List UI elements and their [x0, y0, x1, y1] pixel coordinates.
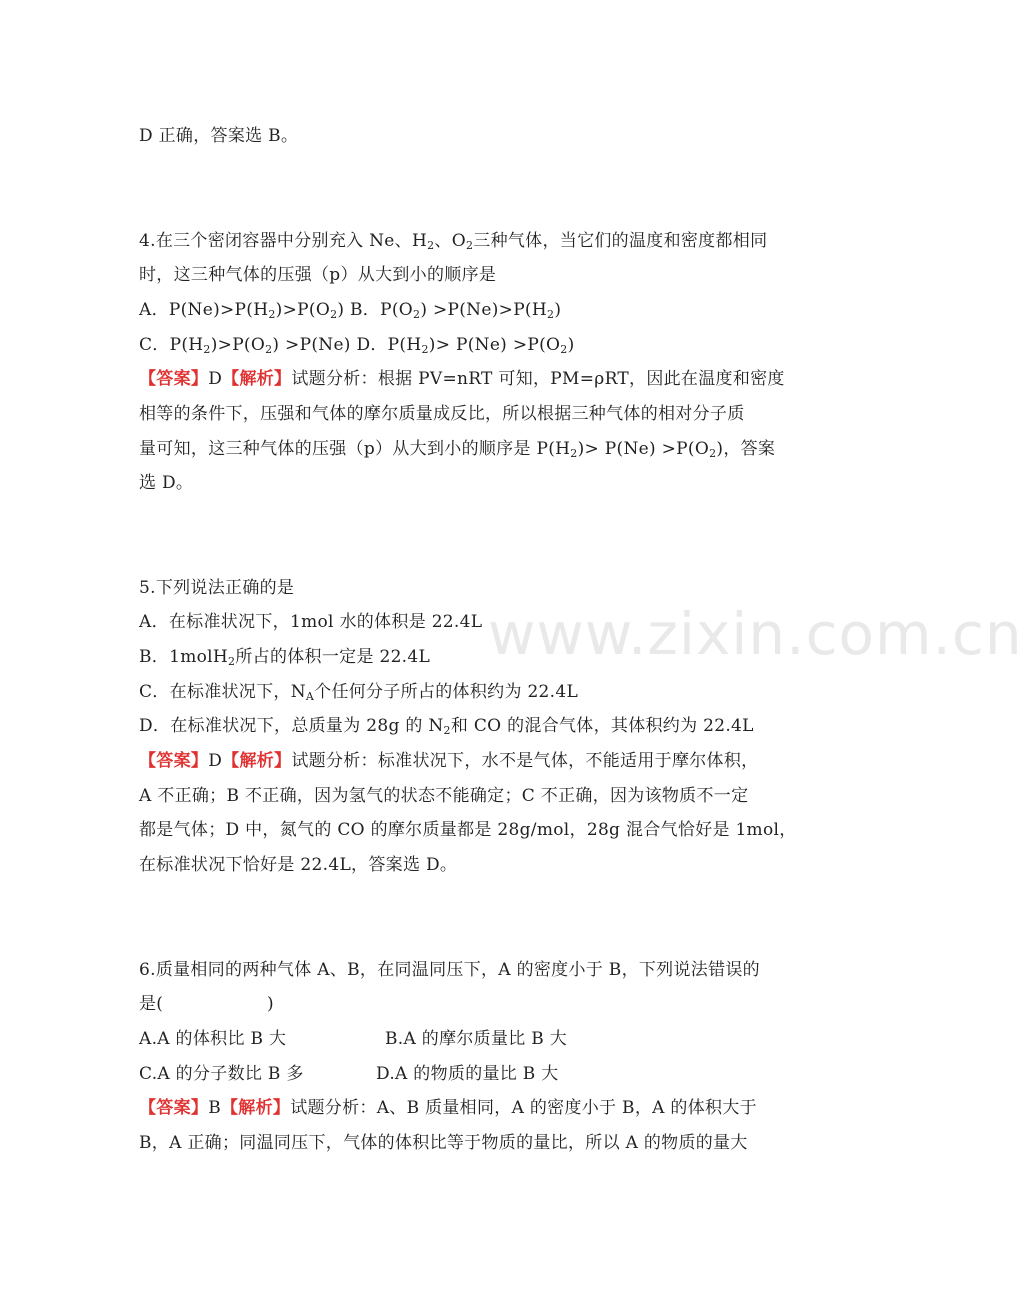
- q4-analysis-line-4: 选 D。: [139, 473, 194, 493]
- q5-analysis-line-2: A 不正确；B 不正确，因为氢气的状态不能确定；C 不正确，因为该物质不一定: [139, 786, 749, 806]
- q4-stem-line-1: 4.在三个密闭容器中分别充入 Ne、$H_2$、$O_2$三种气体，当它们的温度和密度都相同: [139, 231, 768, 252]
- q5-answer-line-1: 【答案】D【解析】试题分析：标准状况下，水不是气体，不能适用于摩尔体积，: [139, 751, 759, 771]
- q4-options-cd: C．$P(H_2)>P(O_2) >P(Ne)$ D．$P(H_2)> P(Ne) >P(O_2)$: [139, 335, 575, 356]
- answer-tag: 【答案】: [139, 369, 209, 389]
- q6-option-b: B.A 的摩尔质量比 B 大: [385, 1029, 568, 1049]
- q4-options-ab: A．$P(Ne)>P(H_2)>P(O_2)$ B．$P(O_2) >P(Ne)>P(H_2)$: [139, 300, 562, 321]
- answer-value: B: [208, 1098, 221, 1118]
- q5-option-d: D．在标准状况下，总质量为 28g 的 $N_2$和 CO 的混合气体，其体积约为 22.4L: [139, 716, 754, 737]
- q6-stem-line-1: 6.质量相同的两种气体 A、B，在同温同压下，A 的密度小于 B，下列说法错误的: [139, 960, 760, 980]
- q5-option-a: A．在标准状况下，1mol 水的体积是 22.4L: [139, 612, 483, 632]
- q4-analysis-line-2: 相等的条件下，压强和气体的摩尔质量成反比，所以根据三种气体的相对分子质: [139, 404, 745, 424]
- q5-stem: 5.下列说法正确的是: [139, 578, 295, 598]
- q4-stem-line-2: 时，这三种气体的压强（p）从大到小的顺序是: [139, 265, 497, 285]
- answer-value: D: [208, 751, 223, 771]
- q4-analysis-line-3: 量可知，这三种气体的压强（p）从大到小的顺序是 $P(H_2)> P(Ne) >P(O_2)$，答案: [139, 439, 776, 460]
- q5-option-b: B．1molH$_2$所占的体积一定是 22.4L: [139, 647, 431, 668]
- analysis-tag: 【解析】: [222, 369, 292, 389]
- answer-tag: 【答案】: [139, 1098, 209, 1118]
- q6-option-c: C.A 的分子数比 B 多: [139, 1064, 304, 1084]
- analysis-tag: 【解析】: [221, 1098, 291, 1118]
- q6-option-a: A.A 的体积比 B 大: [139, 1029, 287, 1049]
- answer-value: D: [208, 369, 223, 389]
- q4-answer-line-1: 【答案】D【解析】试题分析：根据 PV=nRT 可知，PM=ρRT，因此在温度和密度: [139, 369, 785, 389]
- q6-analysis-line-2: B，A 正确；同温同压下，气体的体积比等于物质的量比，所以 A 的物质的量大: [139, 1133, 748, 1153]
- q5-analysis-line-3: 都是气体；D 中，氮气的 CO 的摩尔质量都是 28g/mol，28g 混合气恰好是 1mol，: [139, 820, 797, 840]
- q5-option-c: C．在标准状况下，$N_A$个任何分子所占的体积约为 22.4L: [139, 682, 579, 703]
- q5-analysis-line-4: 在标准状况下恰好是 22.4L，答案选 D。: [139, 855, 458, 875]
- analysis-tag: 【解析】: [222, 751, 292, 771]
- q6-answer-line-1: 【答案】B【解析】试题分析：A、B 质量相同，A 的密度小于 B，A 的体积大于: [139, 1098, 757, 1118]
- q6-option-d: D.A 的物质的量比 B 大: [376, 1064, 559, 1084]
- q6-stem-line-2: 是( ): [139, 994, 274, 1014]
- watermark-text: www.zixin.com.cn: [488, 600, 1023, 668]
- q3-answer-tail: D 正确，答案选 B。: [139, 126, 299, 146]
- answer-tag: 【答案】: [139, 751, 209, 771]
